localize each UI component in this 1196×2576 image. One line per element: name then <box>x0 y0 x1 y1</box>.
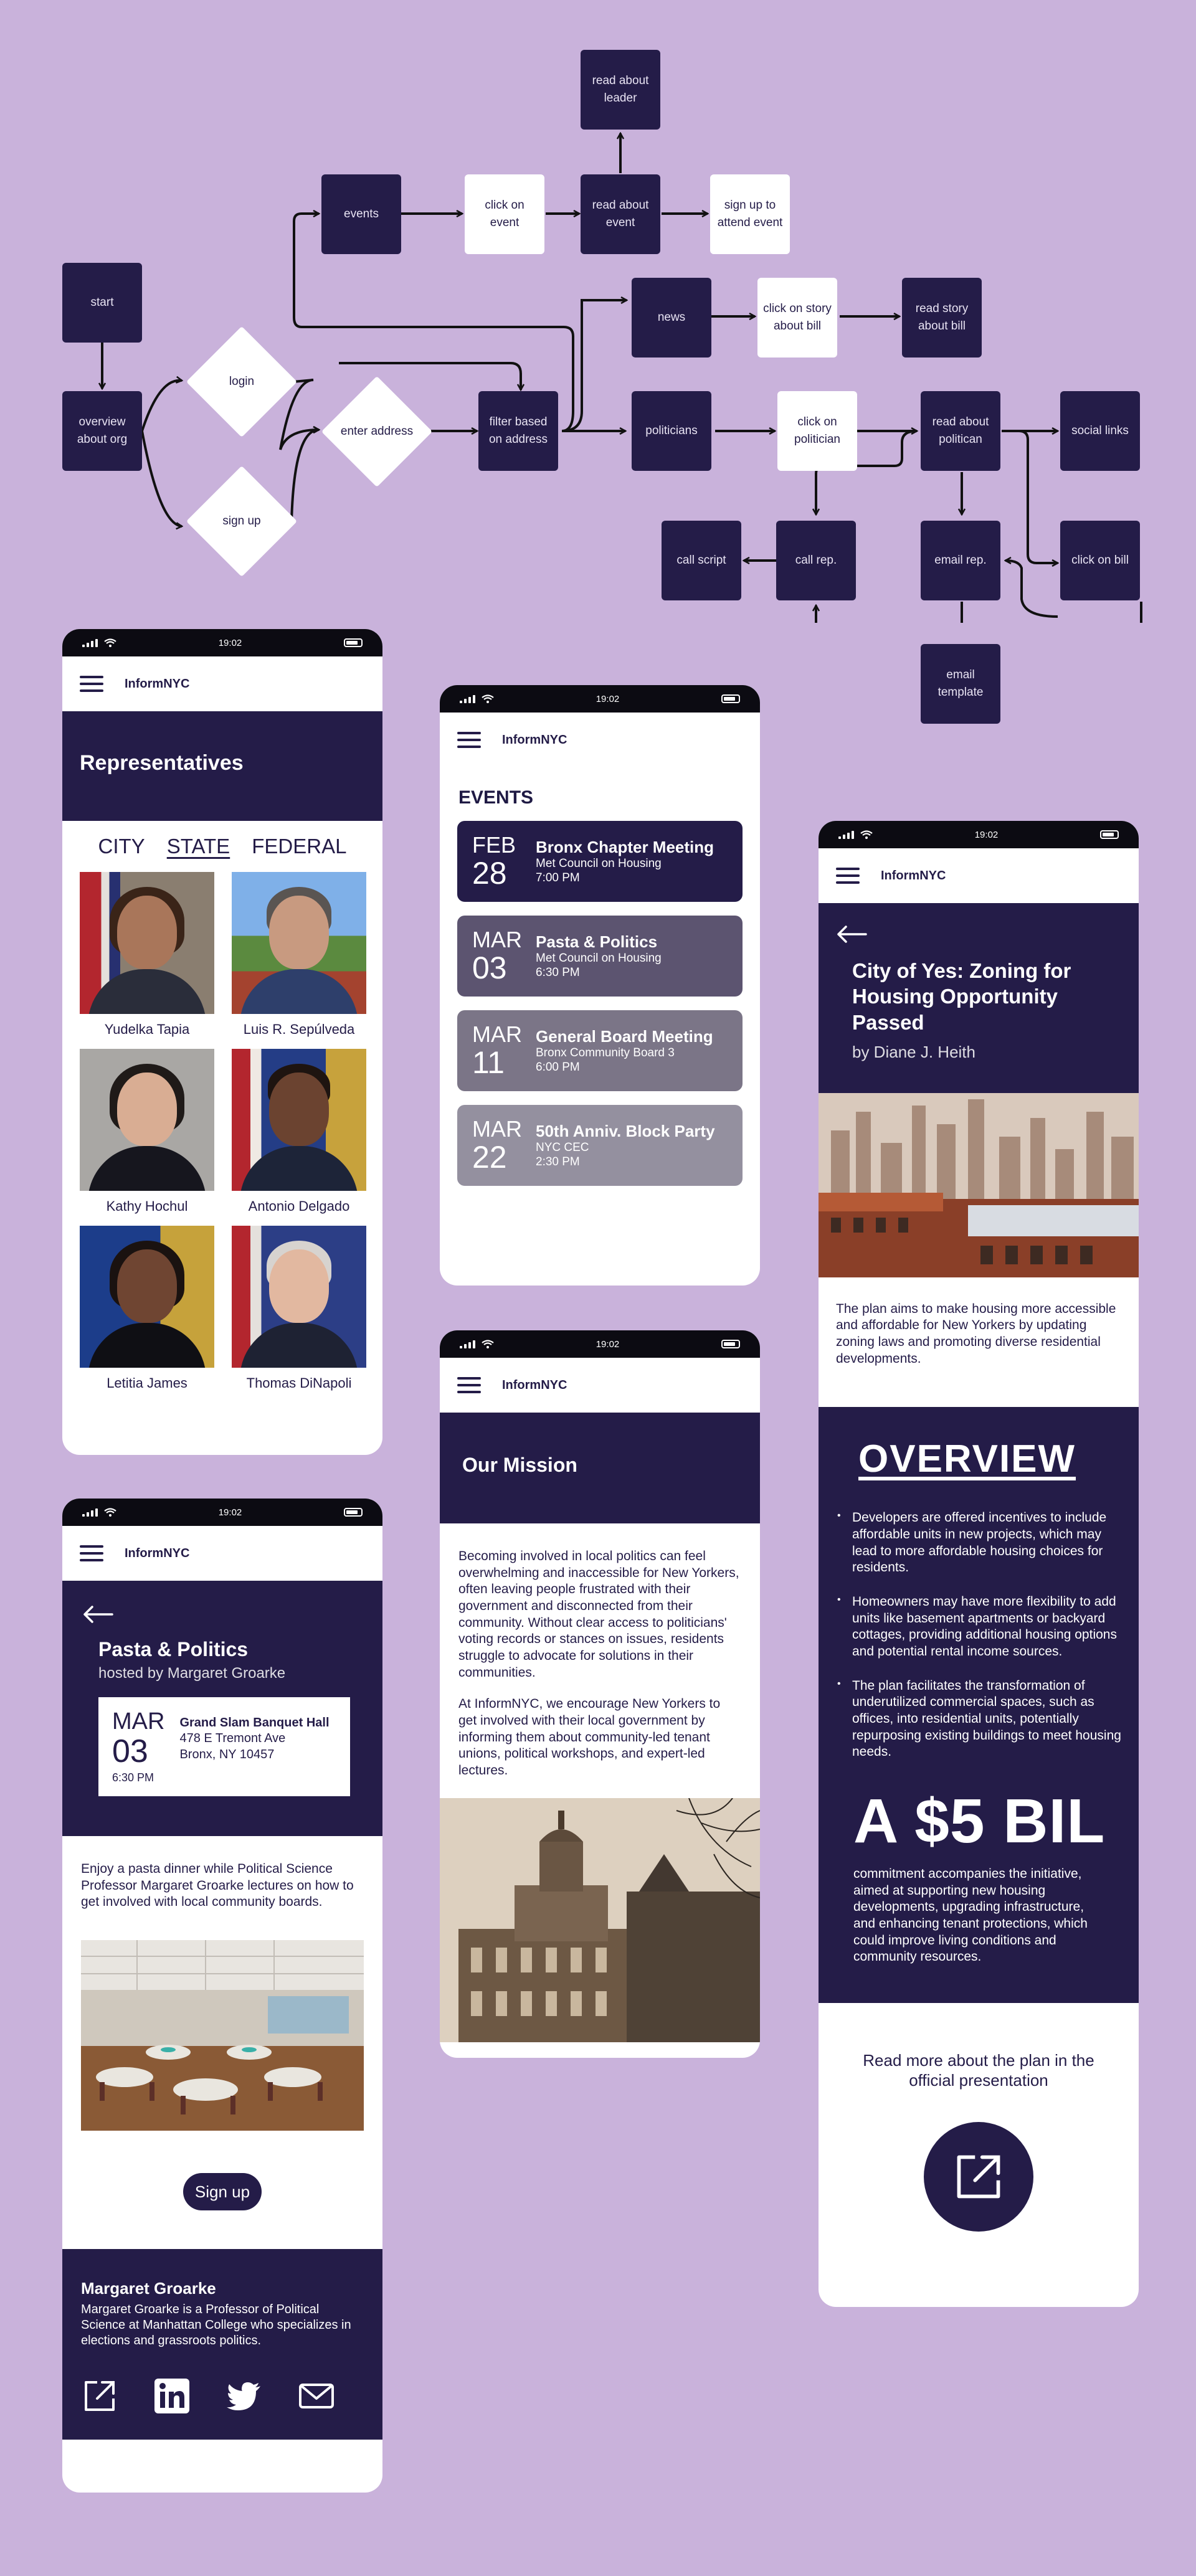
flow-read-event <box>581 174 660 254</box>
flow-social-links <box>1060 391 1140 471</box>
rep-name: Yudelka Tapia <box>104 1021 190 1037</box>
event-title: 50th Anniv. Block Party <box>536 1121 715 1140</box>
overview-bullet: • The plan facilitates the transformation of underutilized commercial spaces, such as offices, into residential units, potentially repurposing existing buildings to meet housing needs. <box>836 1678 1121 1761</box>
read-more-text: Read more about the plan in the official presentation <box>863 2050 1094 2090</box>
event-day: 22 <box>472 1139 507 1175</box>
rep-grid <box>62 867 382 1410</box>
event-date <box>112 1710 164 1784</box>
status-time: 19:02 <box>974 829 999 840</box>
rep-photo <box>232 872 366 1014</box>
flow-read-politician <box>921 391 1000 471</box>
app-brand: InformNYC <box>881 868 946 883</box>
flow-label: sign up to attend event <box>717 199 783 229</box>
rep-name: Luis R. Sepúlveda <box>243 1021 355 1037</box>
event-org: Met Council on Housing <box>536 856 662 870</box>
event-day: 28 <box>472 855 507 891</box>
flow-filter <box>478 391 558 471</box>
social-links <box>81 2377 364 2415</box>
event-month: FEB <box>472 831 516 858</box>
signal-icon <box>838 831 854 839</box>
overview-list <box>836 1510 1121 1761</box>
reps-banner <box>62 711 382 821</box>
flow-label: overview about org <box>77 415 128 446</box>
event-time: 6:30 PM <box>112 1771 154 1784</box>
host-bio: Margaret Groarke is a Professor of Political Science at Manhattan College who specializes in elections and grassroots politics. <box>81 2303 351 2348</box>
rep-card[interactable] <box>80 872 214 1038</box>
flow-label: login <box>229 375 255 389</box>
flow-events <box>321 174 401 254</box>
flow-click-event <box>465 174 544 254</box>
event-title: General Board Meeting <box>536 1026 713 1046</box>
flow-email-rep <box>921 521 1000 600</box>
flow-news <box>632 278 711 358</box>
event-date <box>472 833 515 889</box>
back-arrow-icon[interactable] <box>836 919 1105 948</box>
level-tabs <box>62 821 382 867</box>
wifi-icon <box>104 638 116 647</box>
flow-email-template <box>921 644 1000 724</box>
flow-label: email rep. <box>934 554 987 567</box>
flow-overview <box>62 391 142 471</box>
flow-label: call script <box>676 554 726 567</box>
flow-label: read about politican <box>932 415 989 446</box>
phone-article <box>819 821 1139 2307</box>
app-brand: InformNYC <box>502 732 567 747</box>
flow-call-rep <box>776 521 856 600</box>
article-title: City of Yes: Zoning for Housing Opportunity Passed <box>852 959 1071 1034</box>
signal-icon <box>460 1340 475 1348</box>
article-intro: The plan aims to make housing more accessible and affordable for New Yorkers by updating zoning laws and promoting diverse residential developments. <box>836 1301 1116 1366</box>
rep-name: Antonio Delgado <box>248 1198 350 1214</box>
banquet-hall-photo <box>81 1940 364 2131</box>
flow-login-decision <box>202 343 281 421</box>
hamburger-menu-icon[interactable] <box>457 1377 481 1393</box>
event-time: 7:00 PM <box>536 871 580 884</box>
rep-name: Letitia James <box>107 1375 187 1391</box>
event-list <box>440 821 760 1186</box>
event-card[interactable] <box>457 1010 743 1091</box>
flow-label: start <box>90 296 114 310</box>
rep-card[interactable] <box>80 1226 214 1391</box>
event-month: MAR <box>472 926 522 952</box>
article-author: by Diane J. Heith <box>852 1042 975 1061</box>
battery-icon <box>721 694 740 703</box>
event-day: 11 <box>472 1044 505 1080</box>
flow-label: social links <box>1071 424 1129 438</box>
flow-call-script <box>662 521 741 600</box>
tab-city[interactable]: CITY <box>98 835 145 858</box>
funding-stat: A $5 BIL <box>853 1786 1106 1856</box>
rep-photo <box>80 872 214 1014</box>
wifi-icon <box>860 830 873 839</box>
phone-representatives <box>62 629 382 1455</box>
event-detail-banner <box>62 1581 382 1836</box>
open-presentation-button[interactable] <box>924 2122 1033 2232</box>
rep-photo <box>232 1049 366 1191</box>
status-time: 19:02 <box>218 1507 242 1518</box>
flow-click-story <box>757 278 837 358</box>
battery-icon <box>344 1508 363 1517</box>
event-time: 6:30 PM <box>536 965 580 979</box>
rep-card[interactable] <box>232 1049 366 1215</box>
app-brand: InformNYC <box>125 1546 190 1560</box>
hamburger-menu-icon[interactable] <box>80 1545 103 1561</box>
wifi-icon <box>482 694 494 703</box>
event-org: Met Council on Housing <box>536 951 662 965</box>
mission-paragraph: Becoming involved in local politics can feel overwhelming and inaccessible for New Yorkers, often leaving people frustrated with their government and disconnected from their community. Without clear access to politicians' voting records or stances on issues, residents struggle to advocate for solutions in their communities. <box>458 1549 739 1680</box>
article-banner <box>819 903 1139 1093</box>
event-title: Pasta & Politics <box>536 932 658 951</box>
status-time: 19:02 <box>218 637 242 648</box>
flow-label: click on politician <box>794 415 840 446</box>
flow-signup-attend <box>710 174 790 254</box>
host-name: Margaret Groarke <box>81 2279 216 2298</box>
event-day: 03 <box>472 950 507 985</box>
rep-card[interactable] <box>232 872 366 1038</box>
app-navbar <box>819 848 1139 903</box>
event-info-box <box>98 1697 350 1796</box>
event-date <box>472 1021 522 1080</box>
events-heading: EVENTS <box>458 787 534 808</box>
app-brand: InformNYC <box>125 676 190 691</box>
flow-click-politician <box>777 391 857 471</box>
status-bar <box>440 685 760 713</box>
email-icon[interactable] <box>298 2377 335 2415</box>
phone-events <box>440 685 760 1286</box>
rep-photo <box>232 1226 366 1368</box>
external-link-icon <box>952 2150 1005 2204</box>
city-hall-photo <box>440 1798 760 2042</box>
hamburger-menu-icon[interactable] <box>80 676 103 692</box>
flow-click-bill <box>1060 521 1140 600</box>
flow-label: sign up <box>222 514 261 528</box>
nyc-skyline-photo <box>819 1093 1139 1277</box>
flow-start <box>62 263 142 343</box>
page-title: Our Mission <box>462 1454 577 1476</box>
app-brand: InformNYC <box>502 1378 567 1392</box>
overview-section <box>819 1407 1139 2002</box>
battery-icon <box>1100 830 1119 839</box>
flow-read-story <box>902 278 982 358</box>
flow-label: click on event <box>485 199 524 229</box>
event-host: hosted by Margaret Groarke <box>98 1665 286 1682</box>
event-title: Pasta & Politics <box>98 1638 249 1660</box>
event-date <box>472 926 522 985</box>
app-navbar <box>62 656 382 711</box>
event-card[interactable] <box>457 821 743 902</box>
hamburger-menu-icon[interactable] <box>457 732 481 748</box>
event-date <box>472 1115 522 1175</box>
rep-card[interactable] <box>232 1226 366 1391</box>
signal-icon <box>82 1508 98 1517</box>
app-navbar <box>62 1526 382 1581</box>
status-bar <box>62 629 382 656</box>
tab-state[interactable]: STATE <box>166 835 230 858</box>
event-description: Enjoy a pasta dinner while Political Science Professor Margaret Groarke lectures on how to get involved with local community boards. <box>81 1862 354 1909</box>
event-title: Bronx Chapter Meeting <box>536 837 714 856</box>
tab-federal[interactable]: FEDERAL <box>252 835 347 858</box>
mission-body <box>440 1523 760 1798</box>
app-navbar <box>440 713 760 767</box>
phone-mission <box>440 1330 760 2058</box>
event-month: MAR <box>472 1021 522 1047</box>
status-time: 19:02 <box>596 693 620 704</box>
flow-label: events <box>344 207 379 221</box>
status-bar <box>819 821 1139 848</box>
event-day: 03 <box>112 1733 148 1769</box>
signal-icon <box>460 695 475 703</box>
flow-label: click on story about bill <box>763 302 832 333</box>
flow-signup-decision <box>202 482 281 561</box>
hamburger-menu-icon[interactable] <box>836 868 860 884</box>
status-time: 19:02 <box>596 1338 620 1350</box>
flow-label: read about leader <box>592 74 649 105</box>
flow-label: click on bill <box>1071 554 1129 567</box>
event-org: NYC CEC <box>536 1140 589 1154</box>
flow-enter-address <box>338 392 416 471</box>
mission-banner <box>440 1413 760 1523</box>
overview-heading: OVERVIEW <box>858 1437 1076 1481</box>
flow-label: read about event <box>592 199 649 229</box>
rep-photo <box>80 1049 214 1191</box>
sign-up-button[interactable]: Sign up <box>183 2173 262 2210</box>
phone-event-detail <box>62 1499 382 2493</box>
overview-bullet: • Developers are offered incentives to include affordable units in new projects, which may lead to more affordable housing choices for residents. <box>836 1510 1121 1576</box>
event-address-line: 478 E Tremont Ave <box>179 1731 286 1745</box>
flow-label: call rep. <box>795 554 837 567</box>
event-time: 6:00 PM <box>536 1060 580 1074</box>
app-navbar <box>440 1358 760 1413</box>
event-org: Bronx Community Board 3 <box>536 1046 675 1059</box>
host-info <box>62 2249 382 2440</box>
mission-paragraph: At InformNYC, we encourage New Yorkers to get involved with their local government by informing them about community-led tenant unions, political workshops, and expert-led lectures. <box>458 1697 721 1778</box>
flow-label: enter address <box>340 425 414 438</box>
back-arrow-icon[interactable] <box>82 1599 346 1628</box>
flow-label: news <box>657 311 686 324</box>
signal-icon <box>82 639 98 647</box>
twitter-icon[interactable] <box>225 2377 263 2415</box>
funding-description: commitment accompanies the initiative, aimed at supporting new housing developments, upgrading infrastructure, and enhancing tenant protections, which could improve living conditions and community resources. <box>853 1866 1088 1964</box>
flow-politicians <box>632 391 711 471</box>
page-title: Representatives <box>80 751 244 775</box>
event-time: 2:30 PM <box>536 1155 580 1168</box>
external-link-icon[interactable] <box>81 2377 118 2415</box>
wifi-icon <box>104 1508 116 1517</box>
status-bar <box>440 1330 760 1358</box>
wifi-icon <box>482 1340 494 1348</box>
overview-bullet: • Homeowners may have more flexibility to add units like basement apartments or backyard cottages, providing additional housing options and potential rental income sources. <box>836 1594 1121 1660</box>
flow-label: read story about bill <box>915 302 969 333</box>
rep-photo <box>80 1226 214 1368</box>
event-card[interactable] <box>457 916 743 997</box>
rep-name: Thomas DiNapoli <box>246 1375 352 1391</box>
battery-icon <box>344 638 363 647</box>
rep-name: Kathy Hochul <box>106 1198 188 1214</box>
event-month: MAR <box>472 1115 522 1142</box>
event-address-line: Bronx, NY 10457 <box>179 1748 275 1761</box>
flow-label: email template <box>937 668 984 699</box>
flow-label: filter based on address <box>488 415 548 446</box>
flow-label: politicians <box>645 424 698 438</box>
linkedin-icon[interactable] <box>153 2377 191 2415</box>
event-card[interactable] <box>457 1105 743 1186</box>
event-venue: Grand Slam Banquet Hall <box>179 1716 330 1730</box>
event-month: MAR <box>112 1708 165 1735</box>
battery-icon <box>721 1340 740 1348</box>
flow-read-leader <box>581 50 660 130</box>
rep-card[interactable] <box>80 1049 214 1215</box>
status-bar <box>62 1499 382 1526</box>
